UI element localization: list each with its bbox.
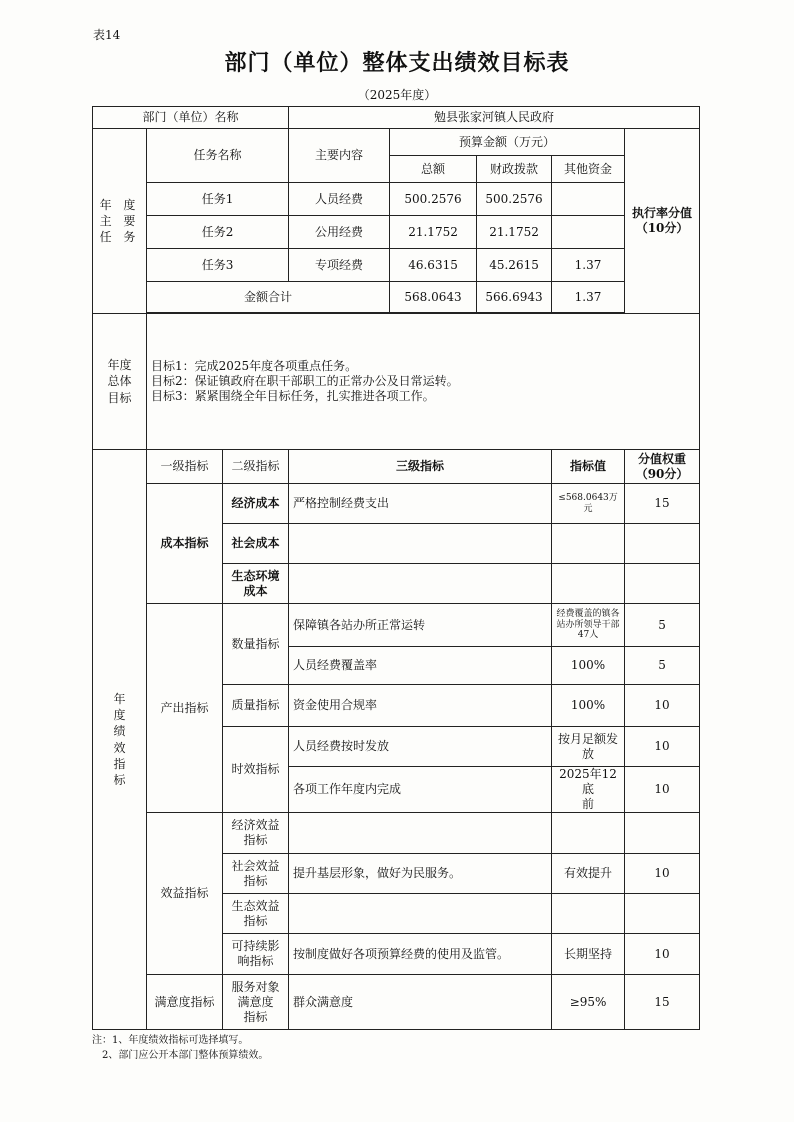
dept-name-value: 勉县张家河镇人民政府 [289,107,700,129]
social-benefit-value: 有效提升 [552,854,625,894]
col-task-name: 任务名称 [147,129,289,183]
social-benefit-l3: 提升基层形象，做好为民服务。 [289,854,552,894]
eco-benefit: 生态效益 指标 [223,894,289,934]
exec-rate-score: 执行率分值 （10分） [625,129,700,314]
h-weight: 分值权重 （90分） [625,450,700,484]
timeliness-1-value: 按月足额发 放 [552,727,625,767]
quality-l3: 资金使用合规率 [289,685,552,727]
satisfaction-l3: 群众满意度 [289,975,552,1030]
task-fiscal: 21.1752 [477,216,552,249]
table-row [93,484,700,524]
h-value: 指标值 [552,450,625,484]
satisfaction-weight: 15 [625,975,700,1030]
timeliness-indicator: 时效指标 [223,727,289,813]
task-other: 1.37 [552,249,625,282]
sum-label: 金额合计 [147,282,390,313]
timeliness-1-weight: 10 [625,727,700,767]
quality-value: 100% [552,685,625,727]
task-other [552,216,625,249]
quality-indicator: 质量指标 [223,685,289,727]
quantity-1-value: 经费覆盖的镇各 站办所领导干部 47人 [552,604,625,647]
economic-cost-l3: 严格控制经费支出 [289,484,552,524]
sustainability-l3: 按制度做好各项预算经费的使用及监管。 [289,934,552,975]
task-name: 任务2 [147,216,289,249]
table-number: 表14 [93,28,121,42]
col-fiscal: 财政拨款 [477,156,552,183]
goal-line: 目标3：紧紧围绕全年目标任务，扎实推进各项工作。 [151,389,435,403]
footnotes [92,1034,268,1063]
quantity-2-l3: 人员经费覆盖率 [289,647,552,685]
timeliness-1-l3: 人员经费按时发放 [289,727,552,767]
task-content: 专项经费 [289,249,390,282]
dept-name-label: 部门（单位）名称 [93,107,289,129]
quantity-indicator: 数量指标 [223,604,289,685]
task-total: 46.6315 [390,249,477,282]
economic-benefit: 经济效益 指标 [223,813,289,854]
social-cost: 社会成本 [223,524,289,564]
table-row [93,249,700,282]
task-name: 任务1 [147,183,289,216]
table-row [93,975,700,1030]
col-other: 其他资金 [552,156,625,183]
sustainability-value: 长期坚持 [552,934,625,975]
goals-side-label: 年度 总体 目标 [93,314,147,450]
timeliness-2-weight: 10 [625,767,700,813]
table-row [93,183,700,216]
timeliness-2-value: 2025年12底 前 [552,767,625,813]
economic-cost-weight: 15 [625,484,700,524]
tasks-side-label: 年 度 主 要 任 务 [93,129,147,314]
footnote: 2、部门应公开本部门整体预算绩效。 [102,1049,269,1061]
sum-total: 568.0643 [390,282,477,313]
task-name: 任务3 [147,249,289,282]
social-benefit-weight: 10 [625,854,700,894]
sum-other: 1.37 [552,282,625,313]
task-fiscal: 45.2615 [477,249,552,282]
eco-env-cost: 生态环境 成本 [223,564,289,604]
satisfaction-value: ≥95% [552,975,625,1030]
h-level3: 三级指标 [289,450,552,484]
table-row [93,604,700,647]
sustainability-benefit: 可持续影 响指标 [223,934,289,975]
fiscal-year: （2025年度） [357,88,437,102]
task-other [552,183,625,216]
quantity-1-l3: 保障镇各站办所正常运转 [289,604,552,647]
quantity-1-weight: 5 [625,604,700,647]
h-level1: 一级指标 [147,450,223,484]
col-budget-amount: 预算金额（万元） [390,129,625,156]
page-title: 部门（单位）整体支出绩效目标表 [224,50,570,76]
overall-goals [147,314,700,450]
task-fiscal: 500.2576 [477,183,552,216]
col-total: 总额 [390,156,477,183]
satisfaction-indicator: 满意度指标 [147,975,223,1030]
economic-cost-value: ≤568.0643万元 [552,484,625,524]
footnote: 注：1、年度绩效指标可选择填写。 [92,1035,249,1046]
task-content: 公用经费 [289,216,390,249]
cost-indicator: 成本指标 [147,484,223,604]
task-total: 500.2576 [390,183,477,216]
output-indicator: 产出指标 [147,604,223,813]
table-row [93,813,700,854]
performance-table [92,106,700,1030]
quality-weight: 10 [625,685,700,727]
indicators-side-label: 年 度 绩 效 指 标 [93,450,147,1030]
economic-cost: 经济成本 [223,484,289,524]
goal-line: 目标1：完成2025年度各项重点任务。 [151,359,358,373]
sum-row [93,282,700,313]
benefit-indicator: 效益指标 [147,813,223,975]
h-level2: 二级指标 [223,450,289,484]
social-benefit: 社会效益 指标 [223,854,289,894]
sustainability-weight: 10 [625,934,700,975]
satisfaction-l2: 服务对象 满意度 指标 [223,975,289,1030]
col-main-content: 主要内容 [289,129,390,183]
task-total: 21.1752 [390,216,477,249]
quantity-2-value: 100% [552,647,625,685]
quantity-2-weight: 5 [625,647,700,685]
task-content: 人员经费 [289,183,390,216]
table-row [93,216,700,249]
timeliness-2-l3: 各项工作年度内完成 [289,767,552,813]
goal-line: 目标2：保证镇政府在职干部职工的正常办公及日常运转。 [151,374,459,388]
sum-fiscal: 566.6943 [477,282,552,313]
